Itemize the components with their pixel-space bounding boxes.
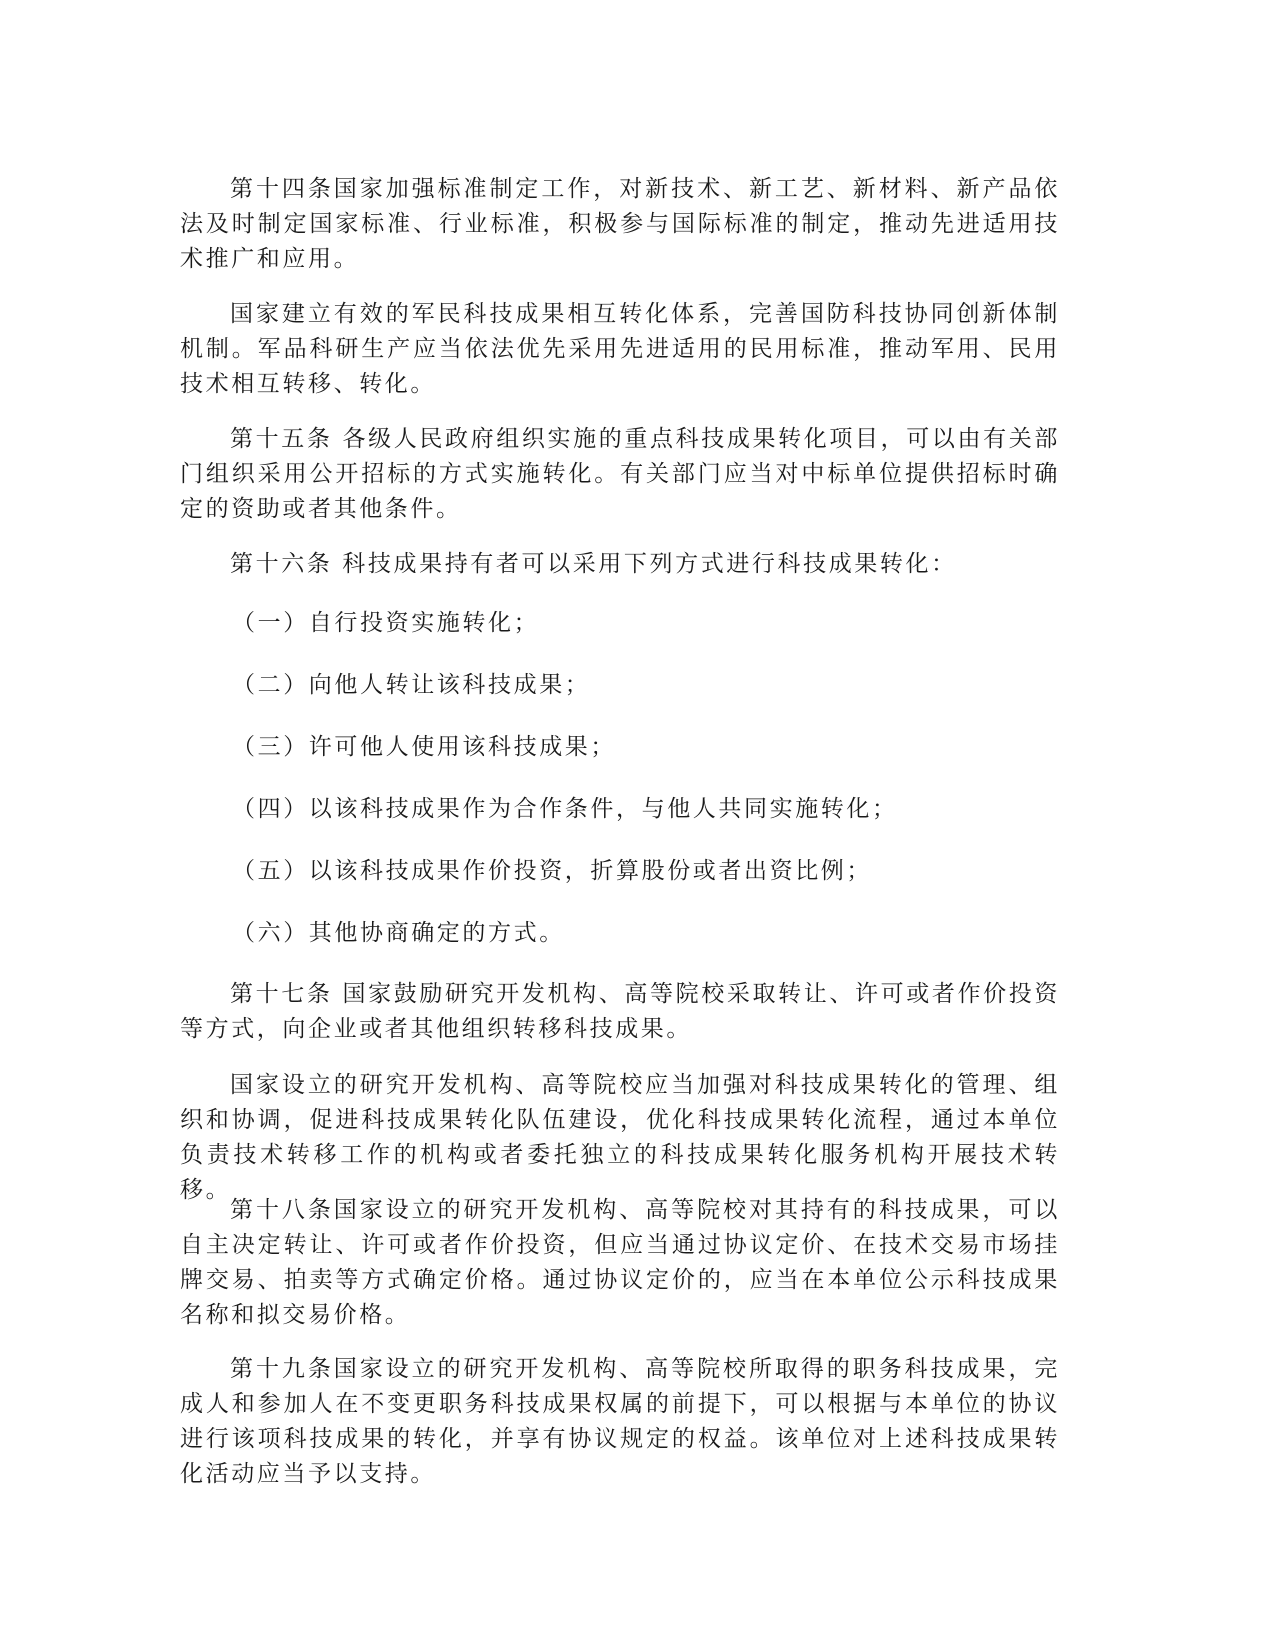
list-item: （六）其他协商确定的方式。 bbox=[232, 920, 565, 946]
list-item: （一）自行投资实施转化； bbox=[232, 610, 540, 636]
article-15-paragraph: 第十五条 各级人民政府组织实施的重点科技成果转化项目，可以由有关部门组织采用公开招标的方式实施转化。有关部门应当对中标单位提供招标时确定的资助或者其他条件。 bbox=[180, 426, 1060, 522]
list-item: （五）以该科技成果作价投资，折算股份或者出资比例； bbox=[232, 858, 872, 884]
article-17-paragraph: 第十七条 国家鼓励研究开发机构、高等院校采取转让、许可或者作价投资等方式，向企业或者其他组织转移科技成果。 bbox=[180, 981, 1060, 1042]
article-18-paragraph: 第十八条国家设立的研究开发机构、高等院校对其持有的科技成果，可以自主决定转让、许可或者作价投资，但应当通过协议定价、在技术交易市场挂牌交易、拍卖等方式确定价格。通过协议定价的，应当在本单位公示科技成果名称和拟交易价格。 bbox=[180, 1197, 1060, 1328]
list-item: （三）许可他人使用该科技成果； bbox=[232, 734, 616, 760]
list-item: （四）以该科技成果作为合作条件，与他人共同实施转化； bbox=[232, 796, 898, 822]
article-16-paragraph: 第十六条 科技成果持有者可以采用下列方式进行科技成果转化： bbox=[230, 551, 957, 577]
article-19-paragraph: 第十九条国家设立的研究开发机构、高等院校所取得的职务科技成果，完成人和参加人在不变更职务科技成果权属的前提下，可以根据与本单位的协议进行该项科技成果的转化，并享有协议规定的权益。该单位对上述科技成果转化活动应当予以支持。 bbox=[180, 1356, 1060, 1487]
military-civil-paragraph: 国家建立有效的军民科技成果相互转化体系，完善国防科技协同创新体制机制。军品科研生产应当依法优先采用先进适用的民用标准，推动军用、民用技术相互转移、转化。 bbox=[180, 301, 1060, 397]
article-14-paragraph: 第十四条国家加强标准制定工作，对新技术、新工艺、新材料、新产品依法及时制定国家标准、行业标准，积极参与国际标准的制定，推动先进适用技术推广和应用。 bbox=[180, 176, 1060, 272]
list-item: （二）向他人转让该科技成果； bbox=[232, 672, 591, 698]
institution-management-paragraph: 国家设立的研究开发机构、高等院校应当加强对科技成果转化的管理、组织和协调，促进科技成果转化队伍建设，优化科技成果转化流程，通过本单位负责技术转移工作的机构或者委托独立的科技成果转化服务机构开展技术转移。 bbox=[180, 1072, 1060, 1203]
